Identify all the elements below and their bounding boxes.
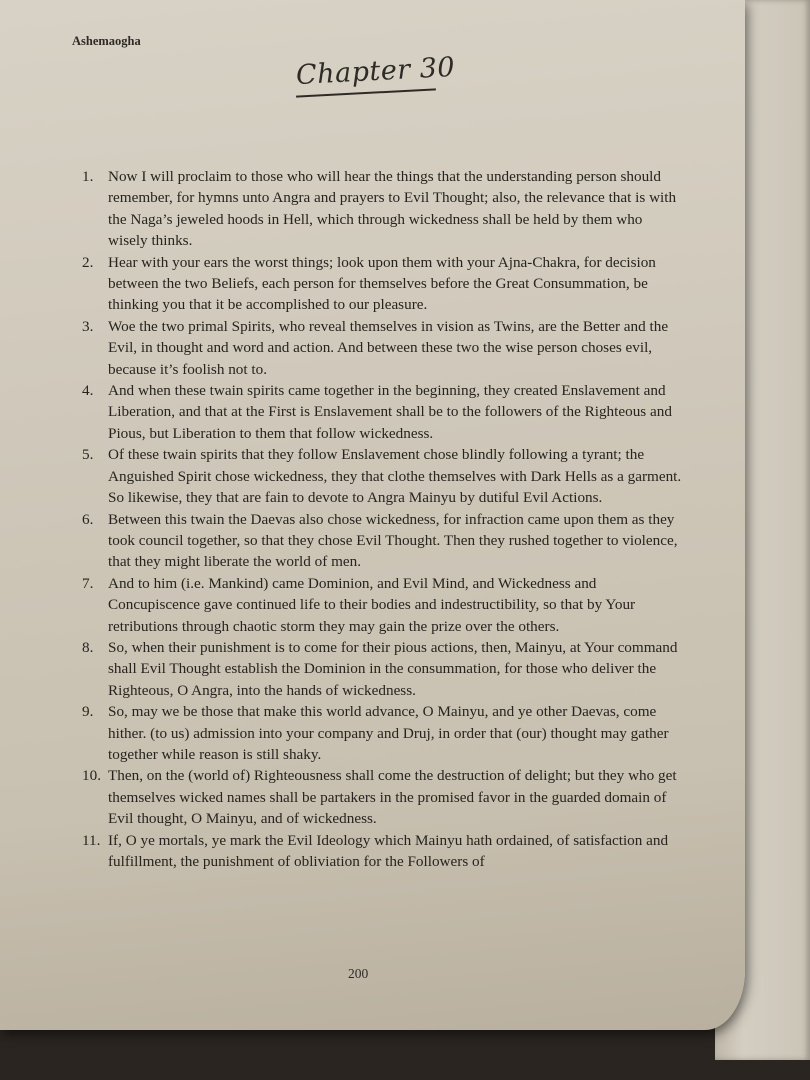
verse-number: 2. (82, 253, 94, 271)
verse-item (82, 573, 682, 637)
verse-number: 8. (82, 638, 94, 656)
verse-number: 11. (82, 831, 101, 849)
verse-number: 9. (82, 703, 94, 721)
verse-number: 4. (82, 382, 94, 400)
verse-text: Of these twain spirits that they follow Enslavement chose blindly following a tyrant; the Anguished Spirit chose wickedness, they that clothe themselves with Dark Hells as a garment. So likewise, they that are fain to devote to Angra Mainyu by dutiful Evil Actions. (108, 446, 682, 507)
verse-text: So, when their punishment is to come for their pious actions, then, Mainyu, at Your command shall Evil Thought establish the Dominion in the consummation, for those who deliver the Righteous, O Angra, into the hands of wickedness. (108, 638, 678, 699)
verse-item (82, 637, 682, 701)
verse-text: Now I will proclaim to those who will hear the things that the understanding person should remember, for hymns unto Angra and prayers to Evil Thought; also, the relevance that is with the Naga’s jeweled hoods in Hell, which through wickedness shall be held by them who wisely thinks. (108, 168, 677, 250)
verse-text: So, may we be those that make this world advance, O Mainyu, and ye other Daevas, come hither. (to us) admission into your company and Druj, in order that (our) thought may gather together while reason is still shaky. (108, 703, 669, 763)
chapter-title: Chapter 30 (295, 51, 456, 92)
verse-text: And to him (i.e. Mankind) came Dominion, and Evil Mind, and Wickedness and Concupiscence gave continued life to their bodies and indestructibility, so that by Your retributions through chaotic storm they may gain the prize over the others. (108, 574, 636, 635)
verse-number: 3. (82, 317, 94, 335)
verse-text: Woe the two primal Spirits, who reveal themselves in vision as Twins, are the Better and the Evil, in thought and word and action. And between these two the wise person choses evil, because it’s foolish not to. (108, 317, 669, 378)
verse-item (82, 509, 682, 573)
verse-item (82, 701, 682, 765)
verse-number: 5. (82, 446, 94, 464)
verse-item (82, 316, 682, 380)
verse-number: 6. (82, 510, 94, 528)
verse-item (82, 380, 682, 444)
verse-item (82, 252, 682, 316)
verse-text: Then, on the (world of) Righteousness shall come the destruction of delight; but they who get themselves wicked names shall be partakers in the promised favor in the guarded domain of Evil thought, O Mainyu, and of wickedness. (108, 767, 677, 828)
verse-number: 10. (82, 767, 101, 785)
verse-item (82, 166, 682, 252)
verse-text: Between this twain the Daevas also chose wickedness, for infraction came upon them as they took council together, so that they chose Evil Thought. Then they rushed together to violence, that they might liberate the world of men. (108, 510, 678, 571)
page-number: 200 (348, 966, 369, 981)
verse-number: 7. (82, 574, 94, 592)
verse-text: Hear with your ears the worst things; look upon them with your Ajna-Chakra, for decision between the two Beliefs, each person for themselves before the Great Consummation, be thinking you that it be accomplished to our pleasure. (108, 253, 656, 314)
running-head: Ashemaogha (72, 34, 141, 48)
verse-list (82, 166, 682, 872)
verse-item (82, 444, 682, 508)
verse-text: And when these twain spirits came together in the beginning, they created Enslavement and Liberation, and that at the First is Enslavement shall be to the followers of the Righteous and Pious, but Liberation to them that follow wickedness. (108, 382, 672, 442)
verse-text: If, O ye mortals, ye mark the Evil Ideology which Mainyu hath ordained, of satisfaction and fulfillment, the punishment of obliviation for the Followers of (108, 831, 669, 870)
verse-item (82, 830, 682, 873)
verse-item (82, 765, 682, 829)
verse-number: 1. (82, 168, 94, 185)
